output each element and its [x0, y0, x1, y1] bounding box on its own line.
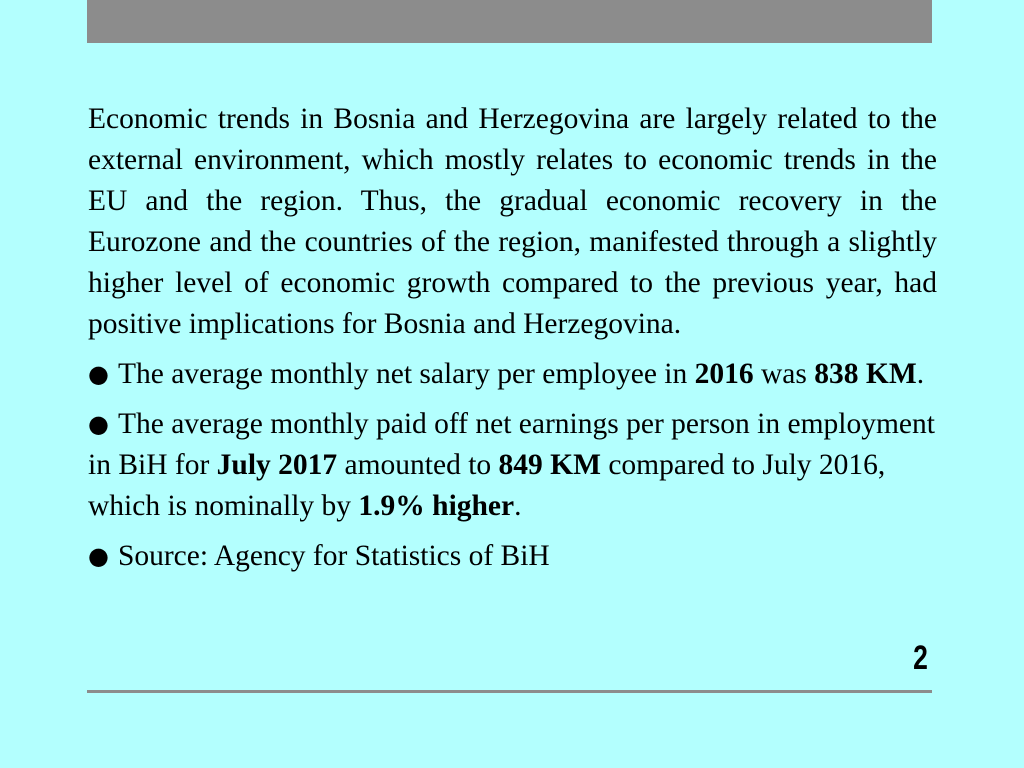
- bullet-emphasis-amount: 838 KM: [814, 358, 917, 390]
- source-text: Source: Agency for Statistics of BiH: [117, 540, 550, 572]
- bullet-item-earnings-july-2017: [88, 404, 937, 527]
- bullet-text: .: [916, 358, 925, 390]
- bullet-text: The average monthly net salary per employee in: [117, 358, 695, 390]
- bullet-emphasis-year: 2016: [694, 358, 754, 390]
- bullet-text: The average monthly paid off net earnings per person in employment in BiH for: [88, 408, 935, 481]
- page-number: 2: [913, 639, 928, 677]
- slide-content: [88, 99, 937, 577]
- bullet-item-salary-2016: [88, 354, 937, 395]
- intro-paragraph: Economic trends in Bosnia and Herzegovina are largely related to the external environment, which mostly relates to economic trends in the EU and the region. Thus, the gradual economic recovery in the Eurozone and the countries of the region, manifested through a slightly higher level of economic growth compared to the previous year, had positive implications for Bosnia and Herzegovina.: [88, 103, 937, 340]
- bullet-emphasis-period: July 2017: [216, 449, 338, 481]
- bullet-text: .: [514, 490, 522, 522]
- bullet-text: was: [753, 358, 815, 390]
- bullet-emphasis-amount: 849 KM: [498, 449, 601, 481]
- top-decorative-bar: [87, 0, 932, 43]
- bullet-text: compared to July 2016, which is nominally by: [88, 449, 886, 522]
- bullet-emphasis-percent: 1.9% higher: [358, 490, 515, 522]
- bullet-dot-icon: ●: [88, 542, 109, 570]
- bullet-text: amounted to: [337, 449, 499, 481]
- bullet-dot-icon: ●: [88, 360, 109, 388]
- bottom-divider: [87, 690, 932, 693]
- bullet-dot-icon: ●: [88, 410, 109, 438]
- bullet-item-source: [88, 536, 937, 577]
